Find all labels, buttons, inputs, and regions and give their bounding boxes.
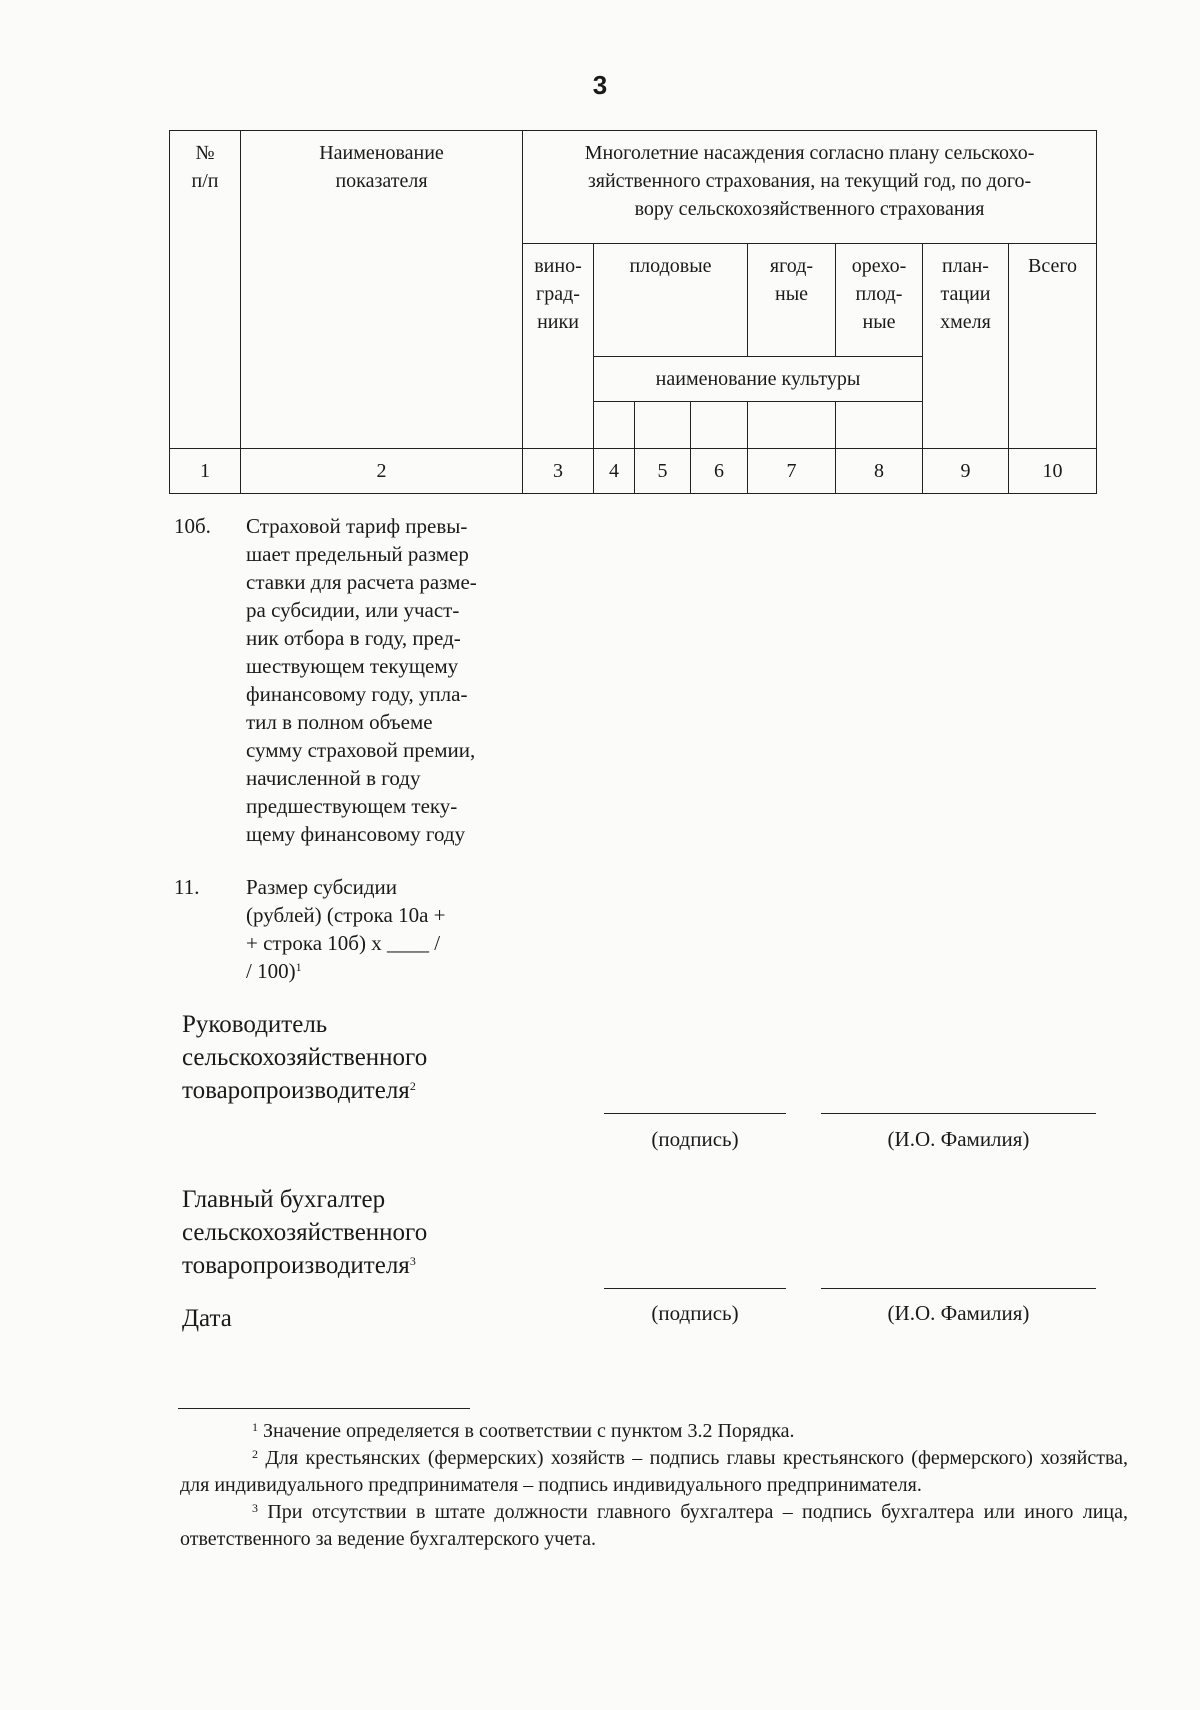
header-berry: ягод- ные (748, 244, 836, 357)
row-number: 11. (174, 875, 200, 899)
column-number: 10 (1009, 449, 1097, 494)
row-text: Размер субсидии (рублей) (строка 10а + + строка 10б) х ____ / / 100)$^1$ (246, 875, 446, 983)
column-number: 4 (594, 449, 635, 494)
head-signature-line[interactable] (604, 1113, 786, 1114)
accountant-signature-title: Главный бухгалтер сельскохозяйственного товаропроизводителя$^3$ (182, 1186, 428, 1279)
accountant-name-line[interactable] (821, 1288, 1096, 1289)
header-crop-name: наименование культуры (594, 357, 923, 402)
column-number: 6 (691, 449, 748, 494)
footnote-ref: 2 (409, 1079, 416, 1093)
row-text: Страховой тариф превы- шает предельный размер ставки для расчета разме- ра субсидии, или участ- ник отбора в году, пред- шествующем текущему финансовому году, упла- тил в полном объеме сумму страховой премии, начисленной в году предшествующем теку- щему финансовому году (246, 514, 477, 846)
page-number: 3 (592, 70, 608, 100)
head-signature-title: Руководитель сельскохозяйственного товаропроизводителя$^2$ (182, 1011, 428, 1104)
accountant-name-caption: (И.О. Фамилия) (887, 1301, 1030, 1325)
column-number: 2 (241, 449, 523, 494)
header-vineyards: вино- град- ники (523, 244, 594, 449)
date-label: Дата (182, 1305, 232, 1332)
accountant-signature-caption: (подпись) (651, 1301, 739, 1325)
header-name: Наименование показателя (241, 131, 523, 449)
crop-cell (594, 402, 635, 449)
row-11 (174, 873, 514, 985)
footnote-ref: 3 (409, 1254, 416, 1268)
accountant-signature-line[interactable] (604, 1288, 786, 1289)
insurance-form-table (169, 130, 1097, 494)
footnote-2: $^2$ Для крестьянских (фермерских) хозяйств – подпись главы крестьянского (фермерского) хозяйства, для индивидуального предпринимателя – подпись индивидуального предпринимателя. (180, 1447, 1129, 1496)
crop-cell (836, 402, 923, 449)
header-num: № п/п (170, 131, 241, 449)
crop-cell (635, 402, 691, 449)
header-nut: орехо- плод- ные (836, 244, 923, 357)
head-name-line[interactable] (821, 1113, 1096, 1114)
head-signature-caption: (подпись) (651, 1127, 739, 1151)
crop-cell (691, 402, 748, 449)
row-number: 10б. (174, 514, 211, 538)
footnote-1: $^1$ Значение определяется в соответствии с пунктом 3.2 Порядка. (252, 1420, 795, 1442)
header-perennial-group: Многолетние насаждения согласно плану сельскохо- зяйственного страхования, на текущий год, по дого- вору сельскохозяйственного страхования (523, 131, 1097, 244)
row-10b (174, 512, 514, 848)
column-number: 9 (923, 449, 1009, 494)
column-number: 8 (836, 449, 923, 494)
column-number: 7 (748, 449, 836, 494)
header-fruit: плодовые (594, 244, 748, 357)
column-number: 3 (523, 449, 594, 494)
header-total: Всего (1009, 244, 1097, 449)
column-number: 1 (170, 449, 241, 494)
header-hops: план- тации хмеля (923, 244, 1009, 449)
column-number: 5 (635, 449, 691, 494)
footnote-ref: 1 (295, 960, 302, 974)
head-name-caption: (И.О. Фамилия) (887, 1127, 1030, 1151)
footnotes (180, 1418, 1128, 1553)
footnote-divider (178, 1408, 470, 1409)
footnote-3: $^3$ При отсутствии в штате должности главного бухгалтера – подпись бухгалтера или иного лица, ответственного за ведение бухгалтерского учета. (180, 1501, 1129, 1550)
crop-cell (748, 402, 836, 449)
